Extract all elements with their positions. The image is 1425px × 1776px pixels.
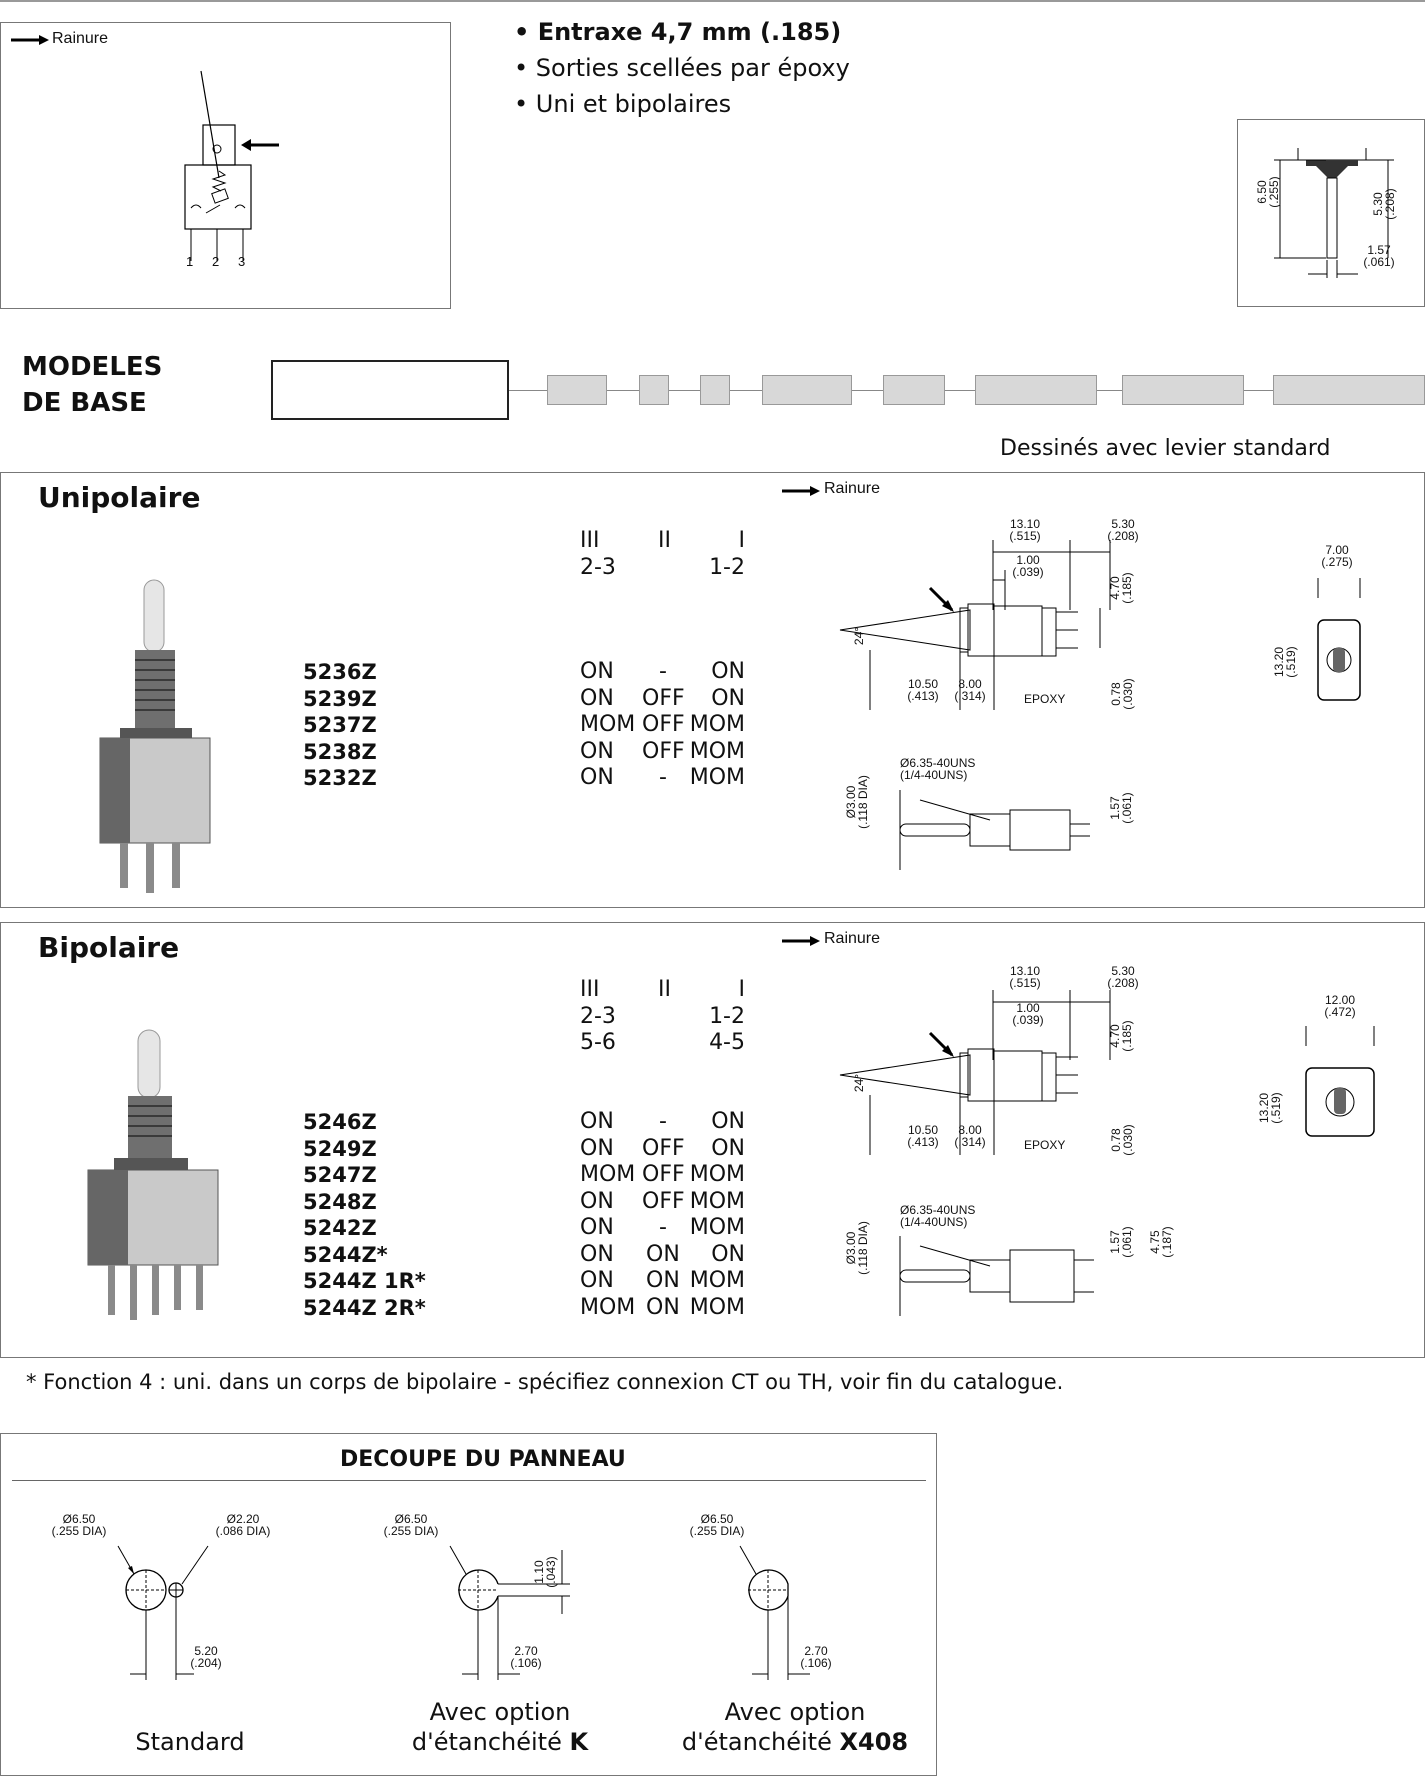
rainure-label: Rainure [824, 480, 881, 497]
dim-530: 5.30 (.208) [1371, 188, 1397, 220]
rainure-arrow-icon [11, 33, 51, 47]
dim-078: 0.78 (.030) [1109, 678, 1135, 710]
option-k-caption: Avec option d'étanchéité K [411, 1698, 589, 1756]
dim-100: 1.00 (.039) [1012, 553, 1044, 579]
code-segment [883, 375, 945, 405]
uni-side-view-drawing [830, 540, 1150, 740]
dim-1310: 13.10 (.515) [1009, 964, 1041, 990]
model-code: 5249Z [303, 1136, 377, 1161]
drawn-note: Dessinés avec levier standard [1000, 436, 1331, 461]
bipolar-title: Bipolaire [38, 931, 180, 964]
pin-3-label: 3 [238, 254, 246, 269]
dim-dia: Ø3.00 (.118 DIA) [844, 775, 870, 829]
epoxy-label: EPOXY [1024, 692, 1066, 706]
option-x408-caption: Avec option d'étanchéité X408 [681, 1698, 909, 1756]
model-code: 5244Z 2R* [303, 1295, 426, 1320]
dim-1200: 12.00 (.472) [1324, 993, 1356, 1019]
rainure-arrow-icon [782, 934, 822, 948]
dim-k-110: 1.10 (.043) [532, 1556, 558, 1588]
model-code: 5244Z* [303, 1242, 388, 1267]
dim-530: 5.30 (.208) [1107, 964, 1139, 990]
bipolar-switch-photo [78, 1030, 238, 1280]
model-code: 5236Z [303, 660, 377, 684]
pos-iii: III [580, 977, 600, 1002]
bi-model-list [303, 1109, 426, 1321]
thread-label: Ø6.35-40UNS (1/4-40UNS) [900, 1203, 976, 1229]
uni-function-table: ON - ON ON OFF ON MOM OFF MOM ON OFF MOM ON - MOM [580, 659, 745, 790]
code-segment [1273, 375, 1425, 405]
rainure-label: Rainure [52, 30, 109, 47]
uni-model-list [303, 659, 377, 792]
dim-k-270: 2.70 (.106) [510, 1644, 542, 1670]
feature-list [514, 14, 850, 122]
dim-157: 1.57 (.061) [1108, 792, 1134, 824]
pos-i: I [738, 528, 745, 553]
schematic-box [0, 22, 451, 309]
epoxy-label: EPOXY [1024, 1138, 1066, 1152]
pin-2-label: 2 [212, 254, 220, 269]
code-segment [700, 375, 730, 405]
rainure-label: Rainure [824, 930, 881, 947]
standard-cutout-drawing [90, 1540, 270, 1710]
dim-800: 8.00 (.314) [954, 677, 986, 703]
dim-157: 1.57 (.061) [1108, 1226, 1134, 1258]
option-x408-cutout-drawing [710, 1540, 900, 1710]
model-code: 5242Z [303, 1216, 377, 1240]
dim-std-220: Ø2.20 (.086 DIA) [215, 1512, 271, 1538]
pos-i: I [738, 977, 745, 1002]
pos-ii: II [658, 977, 671, 1002]
code-segment [975, 375, 1097, 405]
dim-530: 5.30 (.208) [1107, 517, 1139, 543]
dim-angle: 24° [852, 1073, 867, 1093]
dim-1050: 10.50 (.413) [907, 1123, 939, 1149]
dim-1050: 10.50 (.413) [907, 677, 939, 703]
model-code: 5247Z [303, 1163, 377, 1187]
model-code: 5238Z [303, 739, 377, 764]
pos-iii: III [580, 528, 600, 553]
thread-label: Ø6.35-40UNS (1/4-40UNS) [900, 756, 976, 782]
dim-k-650: Ø6.50 (.255 DIA) [383, 1512, 439, 1538]
dim-1320: 13.20 (.519) [1257, 1092, 1283, 1124]
pos-ii: II [658, 528, 671, 553]
rainure-arrow-icon [782, 484, 822, 498]
model-code-box [271, 360, 509, 420]
dim-157: 1.57 (.061) [1363, 243, 1395, 269]
feature-item: • Uni et bipolaires [514, 90, 732, 118]
dim-800: 8.00 (.314) [954, 1123, 986, 1149]
unipolar-switch-photo [80, 580, 230, 850]
code-segment [762, 375, 852, 405]
dim-x-270: 2.70 (.106) [800, 1644, 832, 1670]
bi-function-table: ON - ON ON OFF ON MOM OFF MOM ON OFF MOM ON - MOM ON ON ON ON ON MOM MOM ON MOM [580, 1109, 745, 1320]
footnote: * Fonction 4 : uni. dans un corps de bipolaire - spécifiez connexion CT ou TH, voir fin du catalogue. [26, 1370, 1064, 1394]
dim-1310: 13.10 (.515) [1009, 517, 1041, 543]
feature-item: • Entraxe 4,7 mm (.185) [514, 18, 842, 46]
dim-650: 6.50 (.255) [1255, 176, 1281, 208]
bi-side-view-drawing [830, 990, 1150, 1190]
terminal-dim-box [1237, 119, 1425, 307]
model-code: 5237Z [303, 713, 377, 737]
bi-front-view-drawing [1306, 1026, 1396, 1136]
dim-470: 4.70 (.185) [1108, 1020, 1134, 1052]
model-code: 5244Z 1R* [303, 1269, 426, 1293]
base-models-title: MODELES DE BASE [22, 352, 163, 418]
dim-std-650: Ø6.50 (.255 DIA) [51, 1512, 107, 1538]
model-code: 5239Z [303, 686, 377, 711]
model-code: 5232Z [303, 766, 377, 790]
panel-title-rule [12, 1480, 926, 1481]
dim-475: 4.75 (.187) [1148, 1226, 1174, 1258]
top-rule [0, 0, 1425, 2]
dim-std-520: 5.20 (.204) [190, 1644, 222, 1670]
model-code: 5246Z [303, 1110, 377, 1134]
feature-item: • Sorties scellées par époxy [514, 54, 850, 82]
dim-700: 7.00 (.275) [1321, 543, 1353, 569]
standard-caption: Standard [135, 1728, 245, 1756]
code-segment [1122, 375, 1244, 405]
model-code: 5248Z [303, 1189, 377, 1214]
dim-angle: 24° [852, 626, 867, 646]
dim-x-650: Ø6.50 (.255 DIA) [689, 1512, 745, 1538]
dim-dia: Ø3.00 (.118 DIA) [844, 1221, 870, 1275]
unipolar-title: Unipolaire [38, 481, 201, 514]
dim-078: 0.78 (.030) [1109, 1124, 1135, 1156]
dim-1320: 13.20 (.519) [1272, 646, 1298, 678]
uni-front-view-drawing [1318, 578, 1378, 688]
code-segment [547, 375, 607, 405]
pin-1-label: 1 [186, 254, 194, 269]
option-k-cutout-drawing [420, 1540, 610, 1710]
dim-100: 1.00 (.039) [1012, 1001, 1044, 1027]
dim-470: 4.70 (.185) [1108, 572, 1134, 604]
code-segment [639, 375, 669, 405]
panel-cutout-title: DECOUPE DU PANNEAU [340, 1447, 626, 1472]
